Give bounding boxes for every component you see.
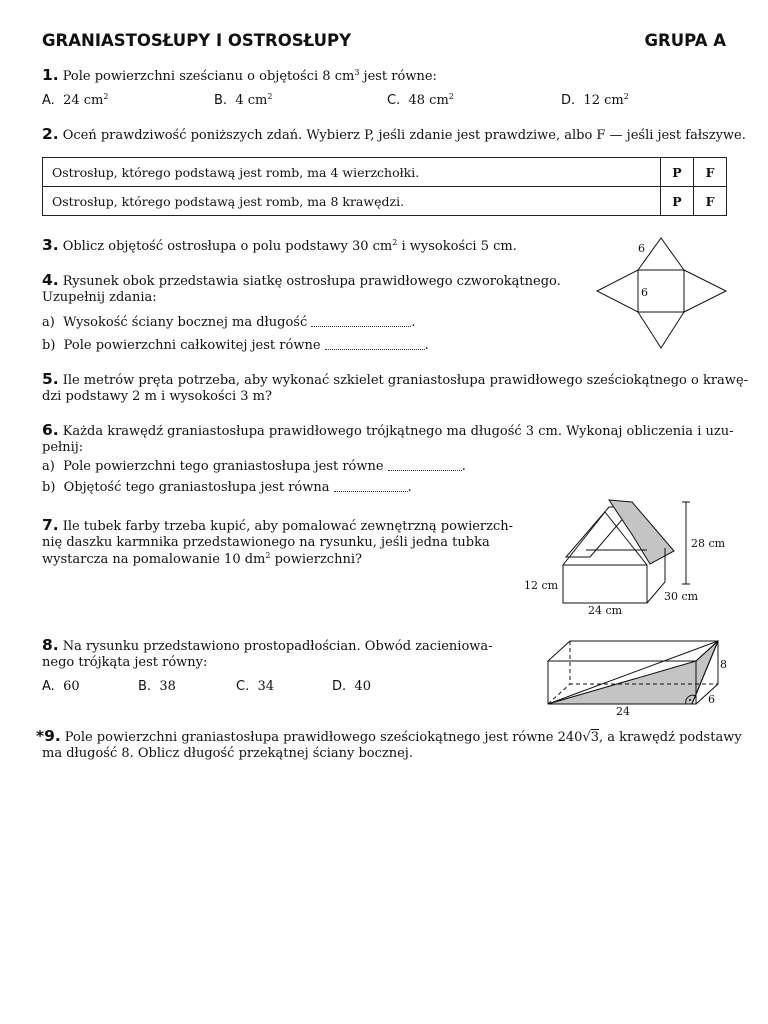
answer-blank[interactable] (325, 339, 425, 350)
q1-option-c[interactable]: C. 48 $cm^2$ (387, 92, 454, 108)
height-label: 28 cm (691, 537, 726, 550)
question-5: 5. Ile metrów pręta potrzeba, aby wykonać szkielet graniastosłupa prawidłowego sześciokątnego o krawę- (42, 370, 749, 388)
statement-cell: Ostrosłup, którego podstawą jest romb, ma 8 krawędzi. (43, 187, 661, 216)
q1-option-a[interactable]: A. 24 $cm^2$ (42, 92, 109, 108)
birdhouse-figure (518, 492, 730, 620)
net-face-bottom (638, 312, 684, 348)
worksheet-title: GRANIASTOSŁUPY I OSTROSŁUPY (42, 31, 352, 50)
net-face-right (684, 270, 726, 312)
question-number: 1. (42, 66, 59, 84)
q4-item-b: b) Pole powierzchni całkowitej jest równe . (42, 338, 429, 353)
q4-item-a: a) Wysokość ściany bocznej ma długość . (42, 315, 416, 330)
q6-item-a: a) Pole powierzchni tego graniastosłupa jest równe . (42, 459, 466, 474)
q8-option-d[interactable]: D. 40 (332, 679, 371, 694)
choice-p[interactable]: P (661, 158, 694, 187)
question-7: 7. Ile tubek farby trzeba kupić, aby pomalować zewnętrzną powierzch- (42, 516, 514, 534)
table-row (43, 158, 727, 187)
q8-option-b[interactable]: B. 38 (138, 679, 176, 694)
q8-option-a[interactable]: A. 60 (42, 679, 80, 694)
top-face (548, 641, 718, 661)
choice-f[interactable]: F (694, 187, 727, 216)
net-side-label: 6 (641, 286, 648, 299)
answer-blank[interactable] (388, 460, 462, 471)
q6-item-b: b) Objętość tego graniastosłupa jest równa . (42, 480, 412, 495)
net-face-left (597, 270, 638, 312)
q1-option-b[interactable]: B. 4 $cm^2$ (214, 92, 273, 108)
depth-label: 30 cm (664, 590, 699, 603)
question-2: 2. Oceń prawdziwość poniższych zdań. Wybierz P, jeśli zdanie jest prawdziwe, albo F — jeśli jest fałszywe. (42, 125, 746, 143)
q8-line-2: nego trójkąta jest równy: (42, 655, 208, 670)
true-false-table (42, 157, 727, 216)
cuboid-figure (538, 636, 730, 718)
question-6: 6. Każda krawędź graniastosłupa prawidłowego trójkątnego ma długość 3 cm. Wykonaj obliczenia i uzu- (42, 421, 734, 439)
question-1: 1. Pole powierzchni sześcianu o objętości 8 $cm^3$ jest równe: (42, 66, 437, 84)
roof-shaded (609, 500, 674, 564)
width-label: 6 (708, 693, 715, 706)
q9-line-2: ma długość 8. Oblicz długość przekątnej ściany bocznej. (42, 746, 413, 761)
height-label: 8 (720, 658, 727, 671)
q5-line-2: dzi podstawy 2 m i wysokości 3 m? (42, 389, 272, 404)
length-label: 24 (616, 705, 630, 718)
question-9: *9. Pole powierzchni graniastosłupa prawidłowego sześciokątnego jest równe 240√3, a krawędź podstawy (36, 727, 742, 745)
q8-option-c[interactable]: C. 34 (236, 679, 275, 694)
group-label: GRUPA A (644, 31, 726, 50)
statement-cell: Ostrosłup, którego podstawą jest romb, ma 4 wierzchołki. (43, 158, 661, 187)
q4-instruction: Uzupełnij zdania: (42, 290, 157, 305)
q7-line-2: nię daszku karmnika przedstawionego na rysunku, jeśli jedna tubka (42, 535, 490, 550)
question-3: 3. Oblicz objętość ostrosłupa o polu podstawy 30 $cm^2$ i wysokości 5 cm. (42, 236, 517, 254)
table-row (43, 187, 727, 216)
choice-p[interactable]: P (661, 187, 694, 216)
q7-line-3: wystarcza na pomalowanie 10 $dm^2$ powierzchni? (42, 551, 362, 567)
question-8: 8. Na rysunku przedstawiono prostopadłościan. Obwód zacieniowa- (42, 636, 493, 654)
pyramid-net-figure (594, 236, 730, 352)
net-edge-label: 6 (638, 242, 645, 255)
q1-option-d[interactable]: D. 12 $cm^2$ (561, 92, 629, 108)
question-4: 4. Rysunek obok przedstawia siatkę ostrosłupa prawidłowego czworokątnego. (42, 271, 561, 289)
width-label: 24 cm (588, 604, 623, 617)
answer-blank[interactable] (334, 481, 408, 492)
q6-line-2: pełnij: (42, 440, 84, 455)
side-label: 12 cm (524, 579, 559, 592)
front-wall (563, 565, 647, 603)
answer-blank[interactable] (311, 316, 411, 327)
choice-f[interactable]: F (694, 158, 727, 187)
